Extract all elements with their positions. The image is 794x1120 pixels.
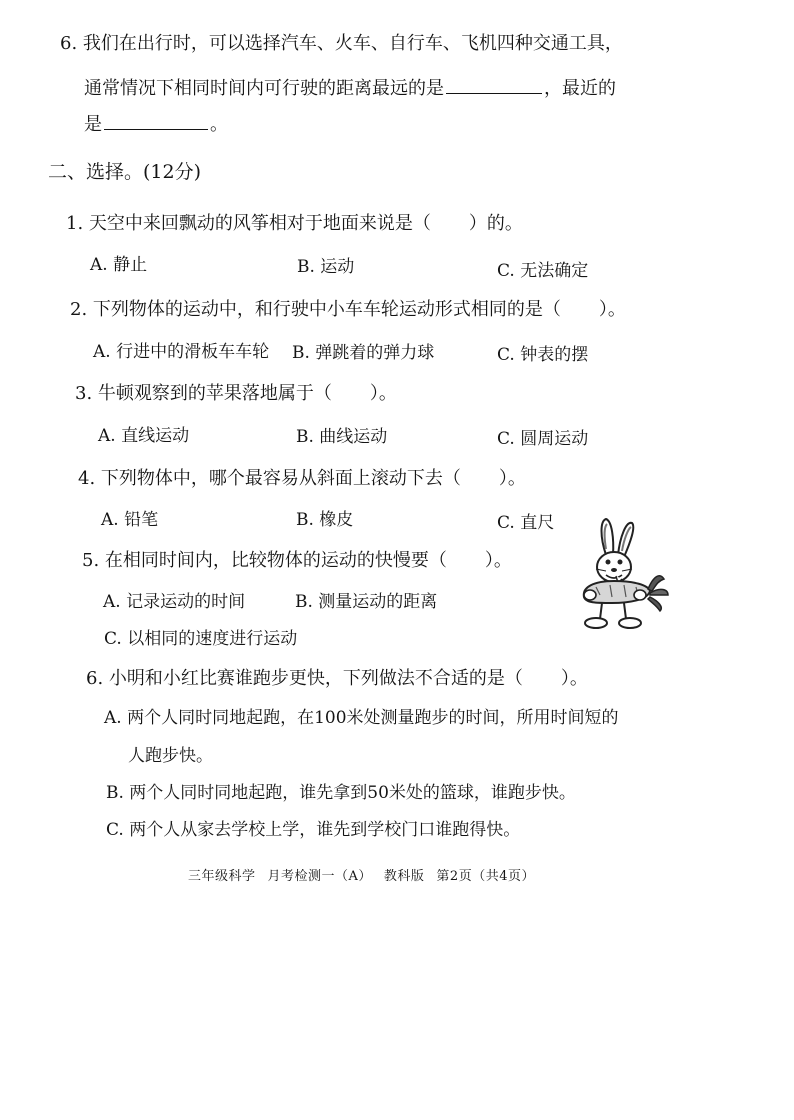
question-stem-text: ）。 <box>498 468 526 489</box>
q4-option-c: C. 直尺 <box>497 513 555 533</box>
q2-option-c: C. 钟表的摆 <box>497 345 589 365</box>
question-stem-text: 3. 牛顿观察到的苹果落地属于（ <box>75 383 332 404</box>
rabbit-carrot-illustration <box>576 515 672 631</box>
question-stem-text: ）的。 <box>468 213 523 234</box>
footer-exam: 月考检测一（A） <box>267 869 372 884</box>
section-title: 二、选择。(12分) <box>48 161 202 183</box>
question-5-stem <box>82 549 512 573</box>
q2-option-b: B. 弹跳着的弹力球 <box>292 343 435 363</box>
question-stem-text: 5. 在相同时间内，比较物体的运动的快慢要（ <box>82 550 447 571</box>
question-stem-text: 1. 天空中来回飘动的风筝相对于地面来说是（ <box>66 213 431 234</box>
q3-option-b: B. 曲线运动 <box>296 427 388 447</box>
question-stem-text: ）。 <box>484 550 512 571</box>
answer-blank-nearest[interactable] <box>104 111 208 130</box>
question-stem-text: 6. 小明和小红比赛谁跑步更快，下列做法不合适的是（ <box>86 668 523 689</box>
q2-option-a: A. 行进中的滑板车车轮 <box>93 342 270 362</box>
question-2-stem <box>70 298 626 322</box>
question-stem-text: ）。 <box>369 383 397 404</box>
q5-option-a: A. 记录运动的时间 <box>103 592 246 612</box>
prev-question-text: 是 <box>84 114 102 135</box>
prev-question-line-2 <box>84 75 616 101</box>
q3-option-a: A. 直线运动 <box>98 426 190 446</box>
q4-option-a: A. 铅笔 <box>101 510 159 530</box>
q6-option-a-continued: 人跑步快。 <box>128 746 213 766</box>
q3-option-c: C. 圆周运动 <box>497 429 589 449</box>
footer-edition: 教科版 <box>383 869 425 884</box>
question-1-stem <box>66 212 523 236</box>
prev-question-text: 。 <box>210 114 228 135</box>
q1-option-a: A. 静止 <box>90 255 148 275</box>
footer-subject: 三年级科学 <box>188 869 256 884</box>
q4-option-b: B. 橡皮 <box>296 510 354 530</box>
prev-question-text: 6. 我们在出行时，可以选择汽车、火车、自行车、飞机四种交通工具， <box>60 33 623 54</box>
q6-option-c: C. 两个人从家去学校上学，谁先到学校门口谁跑得快。 <box>106 820 521 840</box>
question-6-stem <box>86 667 588 691</box>
q5-option-b: B. 测量运动的距离 <box>295 592 438 612</box>
question-stem-text: 4. 下列物体中，哪个最容易从斜面上滚动下去（ <box>78 468 461 489</box>
answer-blank-farthest[interactable] <box>446 75 542 94</box>
question-4-stem <box>78 467 526 491</box>
q6-option-a: A. 两个人同时同地起跑，在100米处测量跑步的时间，所用时间短的 <box>104 708 619 728</box>
q6-option-b: B. 两个人同时同地起跑，谁先拿到50米处的篮球，谁跑步快。 <box>106 783 576 803</box>
prev-question-text: 通常情况下相同时间内可行驶的距离最远的是 <box>84 78 444 99</box>
q5-option-c: C. 以相同的速度进行运动 <box>104 629 298 649</box>
prev-question-line-1 <box>60 32 623 56</box>
prev-question-text: ，最近的 <box>544 78 616 99</box>
page-footer <box>188 868 547 886</box>
prev-question-line-3 <box>84 111 228 137</box>
footer-page-number: 第2页（共4页） <box>436 869 535 884</box>
question-3-stem <box>75 382 397 406</box>
q1-option-c: C. 无法确定 <box>497 261 589 281</box>
question-stem-text: 2. 下列物体的运动中，和行驶中小车车轮运动形式相同的是（ <box>70 299 561 320</box>
question-stem-text: ）。 <box>560 668 588 689</box>
question-stem-text: ）。 <box>598 299 626 320</box>
q1-option-b: B. 运动 <box>297 257 355 277</box>
